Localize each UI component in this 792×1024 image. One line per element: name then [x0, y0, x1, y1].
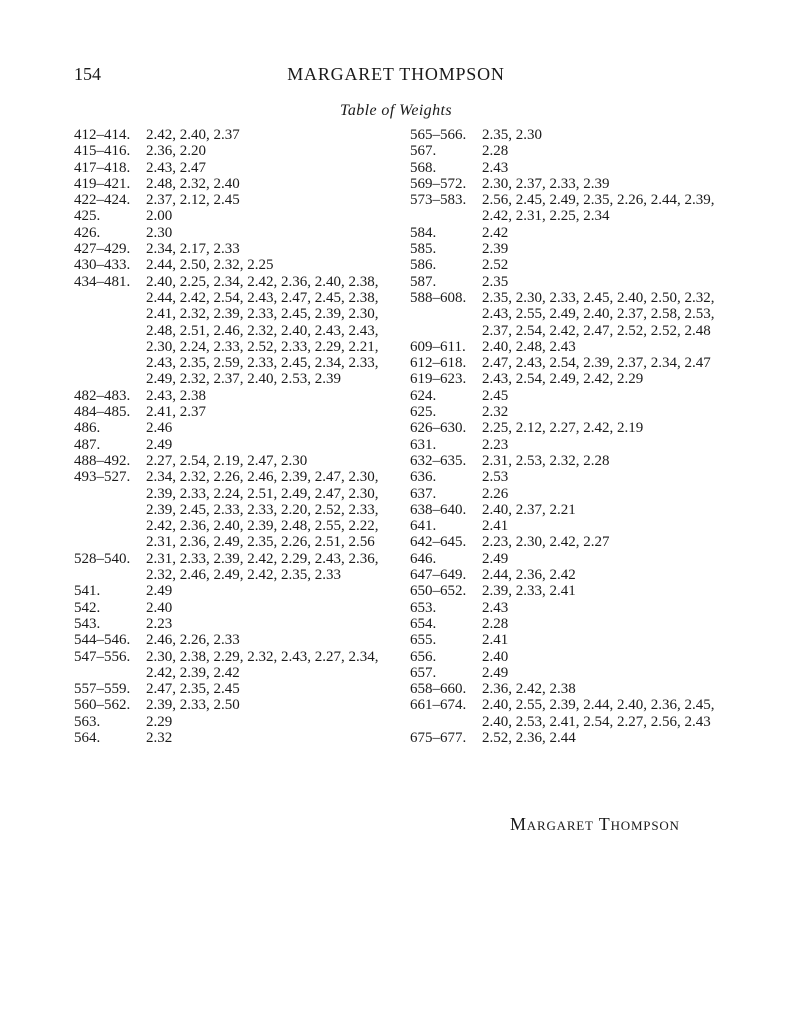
entry-values: 2.34, 2.17, 2.33 — [146, 241, 240, 258]
weight-entry — [74, 388, 390, 404]
entry-values: 2.30, 2.38, 2.29, 2.32, 2.43, 2.27, 2.34, 2.42, 2.39, 2.42 — [146, 648, 379, 681]
entry-values: 2.49 — [146, 583, 173, 600]
weight-entry — [410, 600, 730, 616]
weights-column-left — [74, 127, 390, 746]
weight-entry — [74, 632, 390, 648]
entry-range: 542. — [74, 599, 101, 616]
weight-entry — [410, 176, 730, 192]
weight-entry — [74, 437, 390, 453]
entry-values: 2.49 — [482, 550, 509, 567]
weight-entry — [410, 486, 730, 502]
table-title: Table of Weights — [340, 102, 452, 119]
weight-entry — [74, 160, 390, 176]
entry-range: 493–527. — [74, 469, 131, 486]
weight-entry — [410, 420, 730, 436]
weight-entry — [410, 534, 730, 550]
entry-range: 650–652. — [410, 583, 467, 600]
entry-range: 637. — [410, 485, 437, 502]
entry-range: 541. — [74, 583, 101, 600]
weight-entry — [74, 241, 390, 257]
entry-range: 417–418. — [74, 159, 131, 176]
weight-entry — [74, 453, 390, 469]
weight-entry — [74, 192, 390, 208]
entry-range: 641. — [410, 518, 437, 535]
entry-range: 564. — [74, 729, 101, 746]
entry-values: 2.39, 2.33, 2.50 — [146, 697, 240, 714]
entry-values: 2.36, 2.42, 2.38 — [482, 681, 576, 698]
page-number: 154 — [74, 64, 101, 84]
weight-entry — [74, 225, 390, 241]
weight-entry — [410, 274, 730, 290]
entry-values: 2.34, 2.32, 2.26, 2.46, 2.39, 2.47, 2.30, 2.39, 2.33, 2.24, 2.51, 2.49, 2.47, 2.30, 2.39, 2.45, 2.33, 2.33, 2.20, 2.52, 2.33, 2.42, 2.36, 2.40, 2.39, 2.48, 2.55, 2.22, 2.31, 2.36, 2.49, 2.35, 2.26, 2.51, 2.56 — [146, 469, 379, 551]
weight-entry — [410, 567, 730, 583]
entry-values: 2.32 — [146, 729, 173, 746]
weight-entry — [74, 697, 390, 713]
running-head: MARGARET THOMPSON — [287, 64, 505, 84]
weight-entry — [410, 355, 730, 371]
entry-range: 619–623. — [410, 371, 467, 388]
entry-values: 2.30, 2.37, 2.33, 2.39 — [482, 175, 610, 192]
weight-entry — [74, 143, 390, 159]
entry-values: 2.23 — [146, 615, 173, 632]
weights-column-right — [410, 127, 730, 746]
entry-values: 2.40 — [482, 648, 509, 665]
entry-values: 2.27, 2.54, 2.19, 2.47, 2.30 — [146, 452, 308, 469]
entry-values: 2.43 — [482, 159, 509, 176]
entry-values: 2.49 — [146, 436, 173, 453]
weight-entry — [74, 600, 390, 616]
weight-entry — [74, 274, 390, 388]
entry-range: 430–433. — [74, 257, 131, 274]
entry-values: 2.42, 2.40, 2.37 — [146, 127, 240, 143]
entry-range: 647–649. — [410, 567, 467, 584]
weight-entry — [410, 388, 730, 404]
entry-values: 2.26 — [482, 485, 509, 502]
entry-values: 2.32 — [482, 404, 509, 421]
entry-range: 488–492. — [74, 452, 131, 469]
weight-entry — [410, 453, 730, 469]
weight-entry — [410, 665, 730, 681]
entry-range: 654. — [410, 615, 437, 632]
entry-range: 419–421. — [74, 175, 131, 192]
entry-range: 557–559. — [74, 681, 131, 698]
weight-entry — [410, 404, 730, 420]
entry-range: 544–546. — [74, 632, 131, 649]
entry-range: 426. — [74, 224, 101, 241]
entry-range: 675–677. — [410, 729, 467, 746]
entry-range: 656. — [410, 648, 437, 665]
entry-values: 2.23, 2.30, 2.42, 2.27 — [482, 534, 610, 551]
weight-entry — [74, 649, 390, 682]
weight-entry — [410, 551, 730, 567]
weight-entry — [410, 437, 730, 453]
weight-entry — [410, 518, 730, 534]
weight-entry — [410, 127, 730, 143]
weight-entry — [410, 649, 730, 665]
entry-range: 543. — [74, 615, 101, 632]
weight-entry — [74, 469, 390, 550]
entry-values: 2.43, 2.54, 2.49, 2.42, 2.29 — [482, 371, 644, 388]
entry-range: 626–630. — [410, 420, 467, 437]
entry-values: 2.53 — [482, 469, 509, 486]
entry-values: 2.29 — [146, 713, 173, 730]
weight-entry — [74, 714, 390, 730]
entry-range: 588–608. — [410, 289, 467, 306]
entry-range: 427–429. — [74, 241, 131, 258]
entry-values: 2.52, 2.36, 2.44 — [482, 729, 576, 746]
entry-range: 642–645. — [410, 534, 467, 551]
entry-range: 569–572. — [410, 175, 467, 192]
weight-entry — [410, 160, 730, 176]
entry-range: 624. — [410, 387, 437, 404]
entry-values: 2.43, 2.47 — [146, 159, 206, 176]
entry-values: 2.37, 2.12, 2.45 — [146, 192, 240, 209]
entry-range: 412–414. — [74, 127, 131, 143]
entry-range: 632–635. — [410, 452, 467, 469]
weight-entry — [74, 404, 390, 420]
entry-range: 609–611. — [410, 338, 466, 355]
entry-range: 486. — [74, 420, 101, 437]
entry-values: 2.43 — [482, 599, 509, 616]
entry-values: 2.46, 2.26, 2.33 — [146, 632, 240, 649]
entry-values: 2.40, 2.48, 2.43 — [482, 338, 576, 355]
entry-range: 434–481. — [74, 273, 131, 290]
entry-values: 2.39, 2.33, 2.41 — [482, 583, 576, 600]
entry-values: 2.45 — [482, 387, 509, 404]
entry-range: 657. — [410, 664, 437, 681]
entry-values: 2.41 — [482, 518, 509, 535]
entry-range: 636. — [410, 469, 437, 486]
entry-range: 661–674. — [410, 697, 467, 714]
entry-values: 2.36, 2.20 — [146, 143, 206, 160]
entry-values: 2.41, 2.37 — [146, 404, 206, 421]
entry-range: 625. — [410, 404, 437, 421]
weight-entry — [410, 502, 730, 518]
entry-range: 415–416. — [74, 143, 131, 160]
weight-entry — [410, 469, 730, 485]
entry-range: 584. — [410, 224, 437, 241]
entry-range: 586. — [410, 257, 437, 274]
weight-entry — [74, 257, 390, 273]
entry-range: 638–640. — [410, 501, 467, 518]
weight-entry — [410, 225, 730, 241]
entry-range: 585. — [410, 241, 437, 258]
entry-range: 612–618. — [410, 355, 467, 372]
weight-entry — [74, 176, 390, 192]
entry-values: 2.40, 2.55, 2.39, 2.44, 2.40, 2.36, 2.45, 2.40, 2.53, 2.41, 2.54, 2.27, 2.56, 2.43 — [482, 697, 715, 730]
entry-values: 2.35, 2.30, 2.33, 2.45, 2.40, 2.50, 2.32, 2.43, 2.55, 2.49, 2.40, 2.37, 2.58, 2.53, 2.37, 2.54, 2.42, 2.47, 2.52, 2.52, 2.48 — [482, 289, 715, 339]
weight-entry — [74, 127, 390, 143]
entry-values: 2.40, 2.37, 2.21 — [482, 501, 576, 518]
weight-entry — [74, 551, 390, 584]
entry-range: 587. — [410, 273, 437, 290]
entry-values: 2.25, 2.12, 2.27, 2.42, 2.19 — [482, 420, 644, 437]
entry-values: 2.47, 2.43, 2.54, 2.39, 2.37, 2.34, 2.47 — [482, 355, 711, 372]
entry-range: 563. — [74, 713, 101, 730]
entry-values: 2.35, 2.30 — [482, 127, 542, 143]
weight-entry — [410, 290, 730, 339]
entry-values: 2.48, 2.32, 2.40 — [146, 175, 240, 192]
entry-values: 2.43, 2.38 — [146, 387, 206, 404]
entry-range: 567. — [410, 143, 437, 160]
entry-values: 2.42 — [482, 224, 509, 241]
author-signature: Margaret Thompson — [510, 814, 680, 834]
entry-values: 2.56, 2.45, 2.49, 2.35, 2.26, 2.44, 2.39, 2.42, 2.31, 2.25, 2.34 — [482, 192, 715, 225]
entry-values: 2.40, 2.25, 2.34, 2.42, 2.36, 2.40, 2.38, 2.44, 2.42, 2.54, 2.43, 2.47, 2.45, 2.38, 2.41, 2.32, 2.39, 2.33, 2.45, 2.39, 2.30, 2.48, 2.51, 2.46, 2.32, 2.40, 2.43, 2.43, 2.30, 2.24, 2.33, 2.52, 2.33, 2.29, 2.21, 2.43, 2.35, 2.59, 2.33, 2.45, 2.34, 2.33, 2.49, 2.32, 2.37, 2.40, 2.53, 2.39 — [146, 273, 379, 388]
weight-entry — [74, 616, 390, 632]
weight-entry — [410, 143, 730, 159]
weight-entry — [410, 616, 730, 632]
entry-values: 2.28 — [482, 615, 509, 632]
entry-values: 2.46 — [146, 420, 173, 437]
entry-values: 2.41 — [482, 632, 509, 649]
weight-entry — [410, 339, 730, 355]
entry-range: 482–483. — [74, 387, 131, 404]
weight-entry — [410, 583, 730, 599]
entry-values: 2.30 — [146, 224, 173, 241]
entry-range: 487. — [74, 436, 101, 453]
entry-values: 2.28 — [482, 143, 509, 160]
entry-range: 573–583. — [410, 192, 467, 209]
weight-entry — [410, 681, 730, 697]
entry-range: 484–485. — [74, 404, 131, 421]
entry-range: 655. — [410, 632, 437, 649]
entry-values: 2.35 — [482, 273, 509, 290]
entry-values: 2.39 — [482, 241, 509, 258]
weight-entry — [74, 208, 390, 224]
weight-entry — [74, 730, 390, 746]
entry-values: 2.23 — [482, 436, 509, 453]
entry-values: 2.44, 2.36, 2.42 — [482, 567, 576, 584]
entry-range: 425. — [74, 208, 101, 225]
entry-range: 653. — [410, 599, 437, 616]
entry-range: 528–540. — [74, 550, 131, 567]
entry-values: 2.44, 2.50, 2.32, 2.25 — [146, 257, 274, 274]
entry-range: 658–660. — [410, 681, 467, 698]
weight-entry — [410, 697, 730, 730]
entry-values: 2.31, 2.33, 2.39, 2.42, 2.29, 2.43, 2.36, 2.32, 2.46, 2.49, 2.42, 2.35, 2.33 — [146, 550, 379, 584]
entry-values: 2.40 — [146, 599, 173, 616]
entry-range: 422–424. — [74, 192, 131, 209]
entry-values: 2.47, 2.35, 2.45 — [146, 681, 240, 698]
entry-values: 2.49 — [482, 664, 509, 681]
weight-entry — [74, 681, 390, 697]
entry-range: 565–566. — [410, 127, 467, 143]
entry-values: 2.00 — [146, 208, 173, 225]
entry-range: 568. — [410, 159, 437, 176]
weight-entry — [410, 730, 730, 746]
weight-entry — [410, 257, 730, 273]
entry-values: 2.52 — [482, 257, 509, 274]
weight-entry — [410, 192, 730, 225]
entry-range: 646. — [410, 550, 437, 567]
entry-range: 631. — [410, 436, 437, 453]
entry-values: 2.31, 2.53, 2.32, 2.28 — [482, 452, 610, 469]
entry-range: 560–562. — [74, 697, 131, 714]
weight-entry — [410, 632, 730, 648]
weight-entry — [74, 420, 390, 436]
entry-range: 547–556. — [74, 648, 131, 665]
weight-entry — [74, 583, 390, 599]
weight-entry — [410, 371, 730, 387]
weight-entry — [410, 241, 730, 257]
